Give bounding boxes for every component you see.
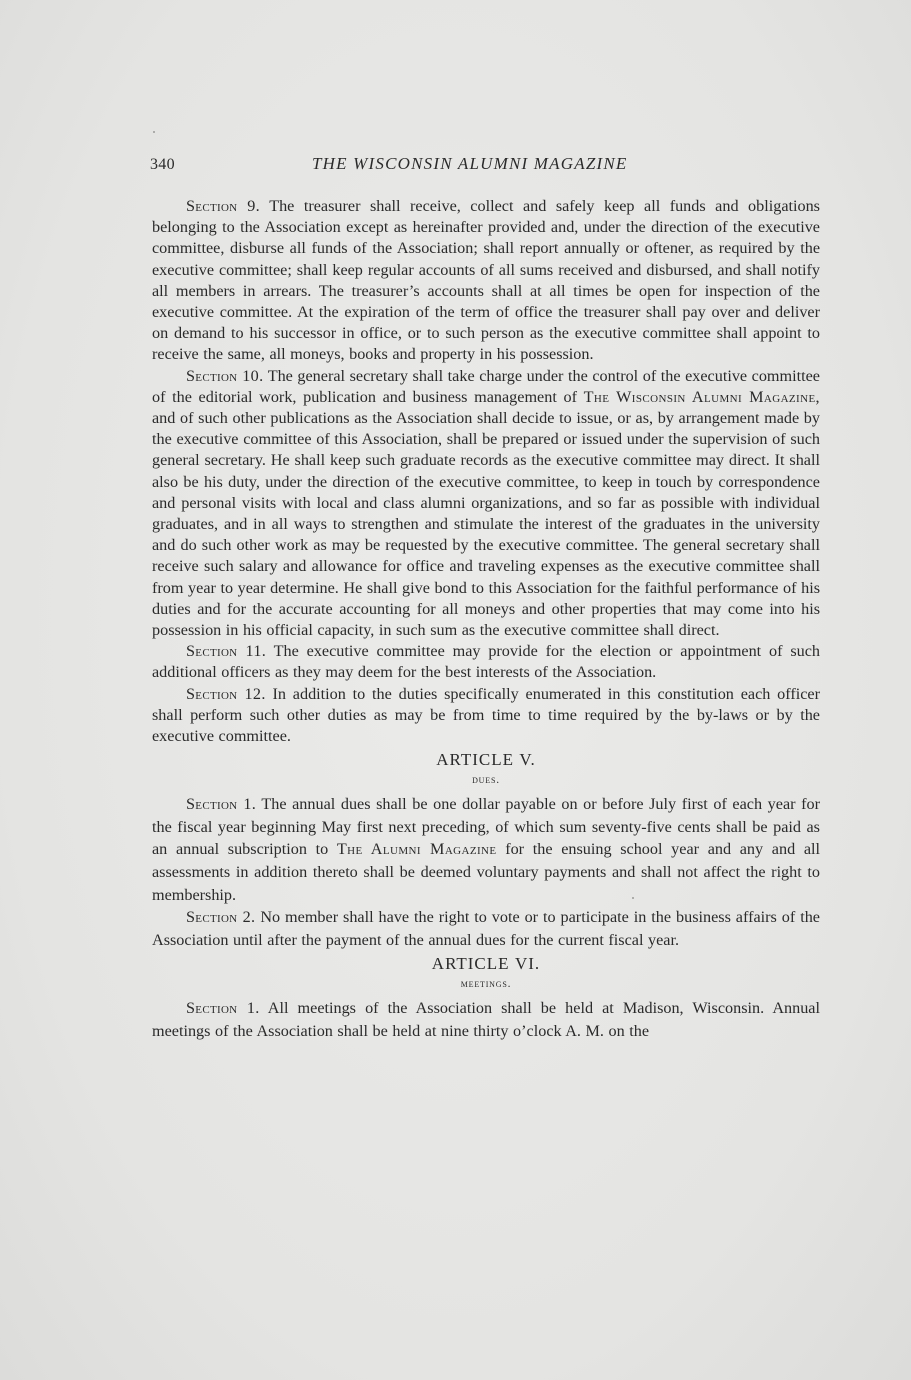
article-6 (152, 953, 820, 1042)
page-header (150, 152, 820, 180)
section-9-paragraph (152, 196, 820, 366)
article-subtitle: dues. (472, 774, 500, 787)
section-text: No member shall have the right to vote or to participate in the business affairs of the Association until after the payment of the annual dues for the current fiscal year. (152, 908, 820, 949)
section-text: In addition to the duties specifically enumerated in this constitution each officer shall perform such other duties as may be from time to time required by the by-laws or by the executive committee. (152, 684, 820, 746)
section-text: The executive committee may provide for the election or appointment of such additional officers as they may deem for the best interests of the Association. (152, 642, 820, 682)
section-label: Section 9. (186, 197, 260, 215)
section-label: Section 1. (186, 795, 257, 814)
section-text: for the ensuing school year and any and all assessments in addition thereto shall be deemed voluntary payments and shall not affect the right to membership. (152, 840, 821, 904)
section-text: All meetings of the Association shall be held at Madison, Wisconsin. Annual meetings of the Association shall be held at nine thirty o’clock A. M. on the (152, 999, 820, 1041)
paper-speck (153, 131, 155, 133)
section-label: Section 1. (186, 999, 260, 1018)
running-title: THE WISCONSIN ALUMNI MAGAZINE (312, 154, 628, 173)
section-12-paragraph (152, 684, 820, 748)
section-text: The treasurer shall receive, collect and safely keep all funds and obligations belonging to the Association except as hereinafter provided and, under the direction of the executive committee, disburse all funds of the Association; shall report annually or oftener, as required by the executive committee; shall keep regular accounts of all sums received and disbursed, and shall notify all members in arrears. The treasurer’s accounts shall at all times be open for inspection of the executive committee. At the expiration of the term of office the treasurer shall pay over and deliver on demand to his successor in office, or to such person as the executive committee shall appoint to receive the same, all moneys, books and property in his possession. (152, 197, 820, 364)
section-label: Section 12. (186, 684, 266, 703)
article-5-section-2-paragraph (152, 906, 820, 951)
article-5 (152, 749, 820, 951)
section-label: Section 10. (186, 366, 264, 385)
section-text: The general secretary shall take charge under the control of the executive committee of the editorial work, publication and business management of (152, 366, 820, 406)
article-body (152, 196, 820, 1043)
section-10-paragraph (152, 366, 820, 642)
article-subtitle: meetings. (460, 978, 512, 991)
section-label: Section 2. (186, 908, 256, 927)
section-text: The annual dues shall be one dollar payable on or before July first of each year for the fiscal year beginning May first next preceding, of which sum seventy-five cents shall be paid as an annual subscription to (152, 795, 820, 859)
magazine-title: The Wisconsin Alumni Magazine, (583, 387, 821, 406)
section-label: Section 11. (186, 642, 267, 661)
article-title: ARTICLE V. (436, 750, 536, 770)
section-text: and of such other publications as the Association shall decide to issue, or as, by arrangement made by the executive committee of this Association, shall be prepared or issued under the supervision of such general secretary. He shall keep such graduate records as the executive committee may direct. It shall also be his duty, under the direction of the executive committee, to keep in touch by correspondence and personal visits with local and class alumni organizations, and so far as possible with individual graduates, and in all ways to strengthen and stimulate the interest of the graduates in the university and do such other work as may be requested by the executive committee. The general secretary shall receive such salary and allowance for office and traveling expenses as the executive committee shall from year to year determine. He shall give bond to this Association for the faithful performance of his duties and for the accurate accounting for all moneys and other properties that may come into his possession in his official capacity, in such sum as the executive committee shall direct. (152, 409, 820, 640)
article-title: ARTICLE VI. (431, 954, 541, 974)
section-11-paragraph (152, 641, 820, 683)
article-5-section-1-paragraph (152, 793, 820, 906)
article-6-section-1-paragraph (152, 997, 820, 1042)
page-number: 340 (150, 156, 175, 173)
magazine-title: The Alumni Magazine (336, 840, 497, 859)
